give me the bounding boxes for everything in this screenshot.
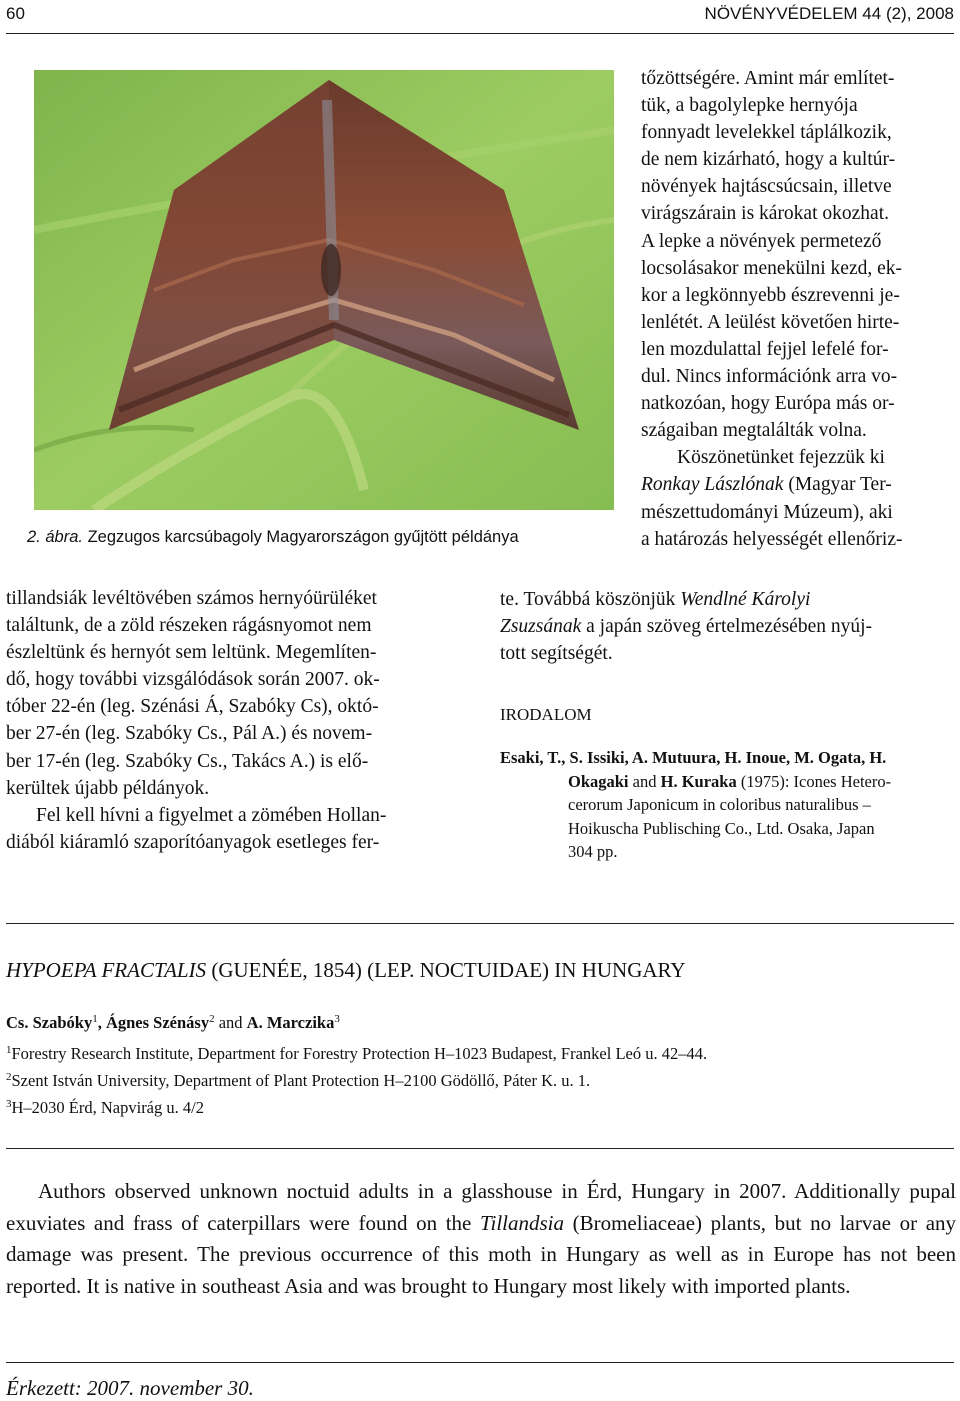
text-line: szágaiban megtalálták volna. bbox=[641, 420, 867, 442]
text-line: a határozás helyességét ellenőriz- bbox=[641, 528, 903, 550]
page-number: 60 bbox=[6, 4, 25, 23]
text-line: tott segítségét. bbox=[500, 643, 613, 665]
text-line: Köszönetünket fejezzük ki bbox=[677, 447, 885, 469]
text-line: kor a legkönnyebb észrevenni je- bbox=[641, 284, 900, 306]
affiliations bbox=[6, 1040, 707, 1121]
english-abstract: Authors observed unknown noctuid adults in a glasshouse in Érd, Hungary in 2007. Additionally pupal exuviates and frass of caterpillars were found on the Tillandsia (Bromeliaceae) plants, but no larvae or any damage was present. The previous occurrence of this moth in Hungary as well as in Europe has not been reported. It is native in southeast Asia and was brought to Hungary most likely with imported plants. bbox=[6, 1179, 957, 1298]
text-line: dő, hogy további vizsgálódások során 2007. ok- bbox=[6, 669, 380, 691]
references-title: IRODALOM bbox=[500, 705, 592, 724]
left-column bbox=[6, 585, 470, 856]
text-line: mészettudományi Múzeum), aki bbox=[641, 501, 893, 523]
text-line: fonnyadt levelekkel táplálkozik, bbox=[641, 122, 892, 144]
reference-line: 304 pp. bbox=[568, 842, 618, 861]
moth-photo bbox=[34, 70, 614, 510]
text-line: tillandsiák levéltövében számos hernyóürüléket bbox=[6, 588, 377, 609]
reference-line: Esaki, T., S. Issiki, A. Mutuura, H. Inoue, M. Ogata, H. bbox=[500, 748, 887, 767]
text-line: Ronkay Lászlónak (Magyar Ter- bbox=[641, 474, 892, 496]
text-line: Zsuzsának a japán szöveg értelmezésében nyúj- bbox=[500, 616, 873, 638]
text-line: tük, a bagolylepke hernyója bbox=[641, 95, 858, 117]
reference-line: cerorum Japonicum in coloribus naturalibus – bbox=[568, 795, 871, 814]
text-line: kerültek újabb példányok. bbox=[6, 777, 210, 799]
text-line: növények hajtáscsúcsain, illetve bbox=[641, 176, 892, 198]
moth-image bbox=[34, 70, 614, 510]
text-line: dul. Nincs információnk arra vo- bbox=[641, 366, 898, 388]
reference-line: Okagaki and H. Kuraka (1975): Icones Hetero- bbox=[568, 771, 892, 791]
reference-line: Hoikuscha Publisching Co., Ltd. Osaka, Japan bbox=[568, 818, 875, 838]
text-line: de nem kizárható, hogy a kultúr- bbox=[641, 149, 896, 171]
figure-caption-text: Zegzugos karcsúbagoly Magyarországon gyűjtött példánya bbox=[87, 528, 519, 546]
text-line: ber 17-én (leg. Szabóky Cs., Takács A.) is elő- bbox=[6, 750, 369, 772]
affiliation: $^3$H–2030 Érd, Napvirág u. 4/2 bbox=[6, 1098, 204, 1117]
text-line: lenlétét. A leülést követően hirte- bbox=[641, 311, 900, 333]
right-column-lower bbox=[500, 586, 955, 667]
text-line: ber 27-én (leg. Szabóky Cs., Pál A.) és novem- bbox=[6, 723, 373, 745]
reference-entry bbox=[500, 746, 957, 864]
figure-label: 2. ábra. bbox=[27, 528, 83, 546]
text-line: találtunk, de a zöld részeken rágásnyomot nem bbox=[6, 615, 372, 637]
text-line: Fel kell hívni a figyelmet a zömében Hollan- bbox=[36, 804, 387, 826]
english-title: HYPOEPA FRACTALIS (GUENÉE, 1854) (LEP. NOCTUIDAE) IN HUNGARY bbox=[6, 958, 686, 982]
text-line: len mozdulattal fejjel lefelé for- bbox=[641, 338, 889, 360]
text-line: locsolásakor menekülni kezd, ek- bbox=[641, 257, 902, 279]
text-line: diából kiáramló szaporítóanyagok esetleges fer- bbox=[6, 831, 380, 853]
right-column bbox=[641, 65, 955, 553]
text-line: natkozóan, hogy Európa más or- bbox=[641, 393, 895, 415]
authors: Cs. Szabóky$^1$, Ágnes Szénásy$^2$ and A. Marczika$^3$ bbox=[6, 1013, 340, 1032]
text-line: tőzöttségére. Amint már említet- bbox=[641, 68, 895, 89]
section-rule bbox=[6, 1148, 954, 1149]
header-rule bbox=[6, 33, 954, 34]
affiliation: $^1$Forestry Research Institute, Department for Forestry Protection H–1023 Budapest, Frankel Leó u. 42–44. bbox=[6, 1044, 708, 1063]
affiliation: $^2$Szent István University, Department of Plant Protection H–2100 Gödöllő, Páter K. u. 1. bbox=[6, 1071, 591, 1090]
text-line: A lepke a növények permetező bbox=[641, 230, 882, 252]
text-line: te. Továbbá köszönjük Wendlné Károlyi bbox=[500, 589, 811, 610]
journal-title: NÖVÉNYVÉDELEM 44 (2), 2008 bbox=[704, 4, 954, 23]
received-date: Érkezett: 2007. november 30. bbox=[6, 1376, 254, 1400]
section-rule bbox=[6, 923, 954, 924]
text-line: észleltünk és hernyót sem leltünk. Megemlíten- bbox=[6, 642, 377, 664]
figure-caption bbox=[27, 528, 519, 547]
text-line: virágszárain is károkat okozhat. bbox=[641, 203, 889, 225]
section-rule bbox=[6, 1362, 954, 1363]
text-line: tóber 22-én (leg. Szénási Á, Szabóky Cs), októ- bbox=[6, 696, 379, 718]
